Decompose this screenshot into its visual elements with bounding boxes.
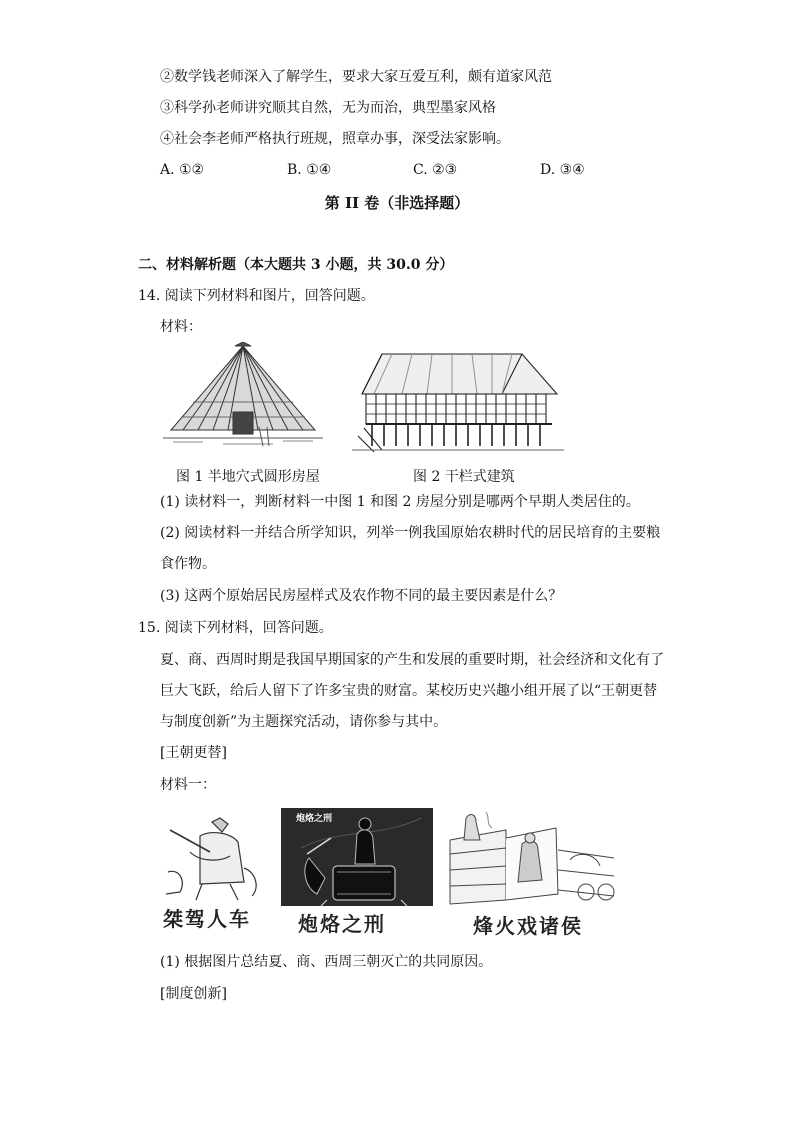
- q15-sub1: (1) 根据图片总结夏、商、西周三朝灭亡的共同原因。: [160, 954, 493, 970]
- q15-para-line1: 夏、商、西周时期是我国早期国家的产生和发展的重要时期，社会经济和文化有了: [160, 652, 664, 668]
- q13-item-3: ③科学孙老师讲究顺其自然，无为而治，典型墨家风格: [160, 100, 496, 116]
- q14-sub2-line1: (2) 阅读材料一并结合所学知识，列举一例我国原始农耕时代的居民培育的主要粮: [160, 525, 661, 541]
- panel3-label: 烽火戏诸侯: [473, 914, 583, 938]
- q15-stem: 15. 阅读下列材料，回答问题。: [138, 620, 333, 636]
- q13-item-4: ④社会李老师严格执行班规，照章办事，深受法家影响。: [160, 131, 510, 147]
- q14-sub1: (1) 读材料一，判断材料一中图 1 和图 2 房屋分别是哪两个早期人类居住的。: [160, 494, 640, 510]
- panel2-tag: 炮烙之刑: [296, 814, 333, 824]
- part2-title: 第 II 卷（非选择题）: [324, 194, 470, 212]
- q15-material1-label: 材料一：: [160, 777, 216, 793]
- q13-option-c: C. ②③: [413, 162, 458, 178]
- fig2-caption: 图 2 干栏式建筑: [413, 469, 515, 485]
- panel-beacon-fire-illustration: [446, 810, 618, 910]
- q14-sub2-line2: 食作物。: [160, 556, 216, 572]
- q13-option-d: D. ③④: [540, 162, 585, 178]
- round-hut-illustration: [163, 342, 323, 452]
- fig1-caption: 图 1 半地穴式圆形房屋: [176, 469, 320, 485]
- panel1-label: 桀驾人车: [163, 907, 251, 931]
- q15-section-institution: [制度创新]: [160, 986, 227, 1002]
- q13-option-b: B. ①④: [287, 162, 332, 178]
- q14-stem: 14. 阅读下列材料和图片，回答问题。: [138, 288, 375, 304]
- q14-sub3: (3) 这两个原始居民房屋样式及农作物不同的最主要因素是什么？: [160, 588, 563, 604]
- q15-para-line3: 与制度创新”为主题探究活动，请你参与其中。: [160, 714, 448, 730]
- section2-title: 二、材料解析题（本大题共 3 小题，共 30.0 分）: [138, 257, 454, 273]
- q13-option-a: A. ①②: [160, 162, 205, 178]
- q13-item-2: ②数学钱老师深入了解学生，要求大家互爱互利，颇有道家风范: [160, 69, 552, 85]
- stilt-house-illustration: [352, 346, 564, 454]
- q14-material-label: 材料：: [160, 319, 202, 335]
- panel2-label: 炮烙之刑: [298, 912, 386, 936]
- q15-para-line2: 巨大飞跃，给后人留下了许多宝贵的财富。某校历史兴趣小组开展了以“王朝更替: [160, 683, 658, 699]
- panel-jie-chariot-illustration: [160, 812, 272, 902]
- q15-section-dynasty: [王朝更替]: [160, 745, 227, 761]
